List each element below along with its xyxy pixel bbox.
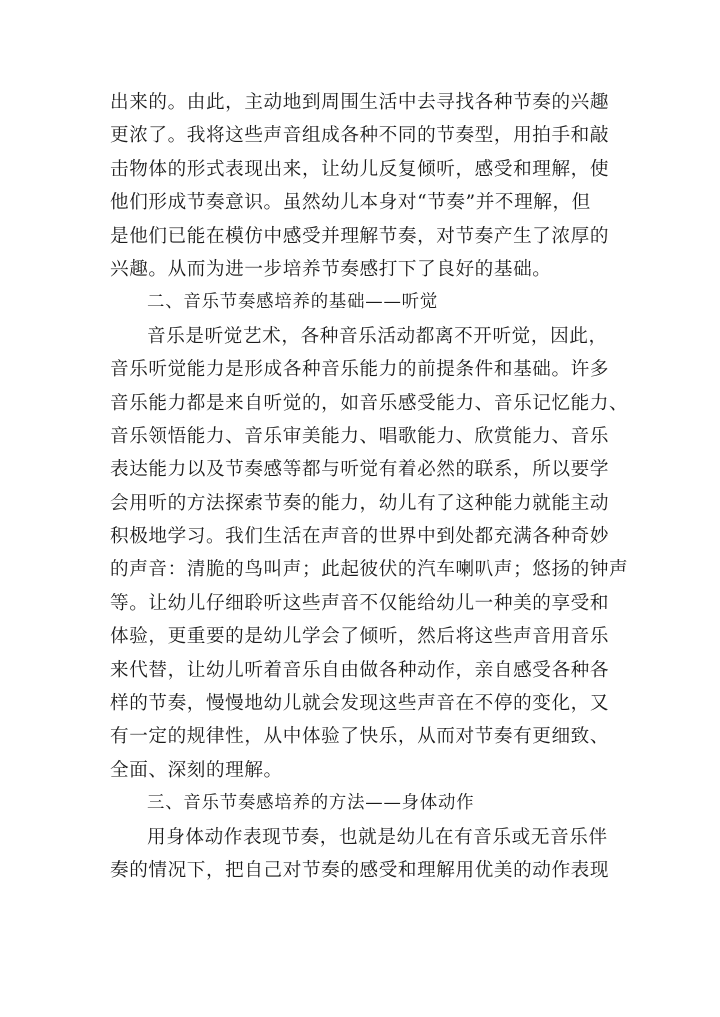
text-line: 音乐听觉能力是形成各种音乐能力的前提条件和基础。许多 xyxy=(110,359,610,381)
text-line: 积极地学习。我们生活在声音的世界中到处都充满各种奇妙 xyxy=(110,526,610,548)
section-heading-3: 三、音乐节奏感培养的方法——身体动作 xyxy=(147,793,475,814)
text-line: 表达能力以及节奏感等都与听觉有着必然的联系，所以要学 xyxy=(110,459,610,481)
text-line: 音乐领悟能力、音乐审美能力、唱歌能力、欣赏能力、音乐 xyxy=(110,425,610,447)
body-text xyxy=(110,86,630,887)
text-line: 击物体的形式表现出来，让幼儿反复倾听，感受和理解，使 xyxy=(110,158,610,180)
text-line: 奏的情况下，把自己对节奏的感受和理解用优美的动作表现 xyxy=(110,859,610,881)
text-line: 兴趣。从而为进一步培养节奏感打下了良好的基础。 xyxy=(110,258,552,280)
text-line: 来代替，让幼儿听着音乐自由做各种动作，亲自感受各种各 xyxy=(110,659,610,681)
text-line: 有一定的规律性，从中体验了快乐，从而对节奏有更细致、 xyxy=(110,726,610,748)
text-line: 样的节奏，慢慢地幼儿就会发现这些声音在不停的变化，又 xyxy=(110,693,610,715)
text-line: 体验，更重要的是幼儿学会了倾听，然后将这些声音用音乐 xyxy=(110,626,610,648)
text-line: 会用听的方法探索节奏的能力，幼儿有了这种能力就能主动 xyxy=(110,492,610,514)
text-line: 出来的。由此，主动地到周围生活中去寻找各种节奏的兴趣 xyxy=(110,92,610,113)
text-line: 的声音：清脆的鸟叫声；此起彼伏的汽车喇叭声；悠扬的钟声 xyxy=(110,559,629,581)
paragraph-start: 音乐是听觉艺术，各种音乐活动都离不开听觉，因此， xyxy=(147,325,608,347)
text-line: 他们形成节奏意识。虽然幼儿本身对“节奏”并不理解，但 xyxy=(110,192,591,214)
text-line: 等。让幼儿仔细聆听这些声音不仅能给幼儿一种美的享受和 xyxy=(110,592,610,614)
section-heading-2: 二、音乐节奏感培养的基础——听觉 xyxy=(147,292,439,313)
text-line: 是他们已能在模仿中感受并理解节奏，对节奏产生了浓厚的 xyxy=(110,225,610,247)
text-line: 音乐能力都是来自听觉的，如音乐感受能力、音乐记忆能力、 xyxy=(110,392,629,414)
text-line: 更浓了。我将这些声音组成各种不同的节奏型，用拍手和敲 xyxy=(110,125,610,147)
text-line: 全面、深刻的理解。 xyxy=(110,759,283,781)
paragraph-start: 用身体动作表现节奏，也就是幼儿在有音乐或无音乐伴 xyxy=(147,826,608,848)
